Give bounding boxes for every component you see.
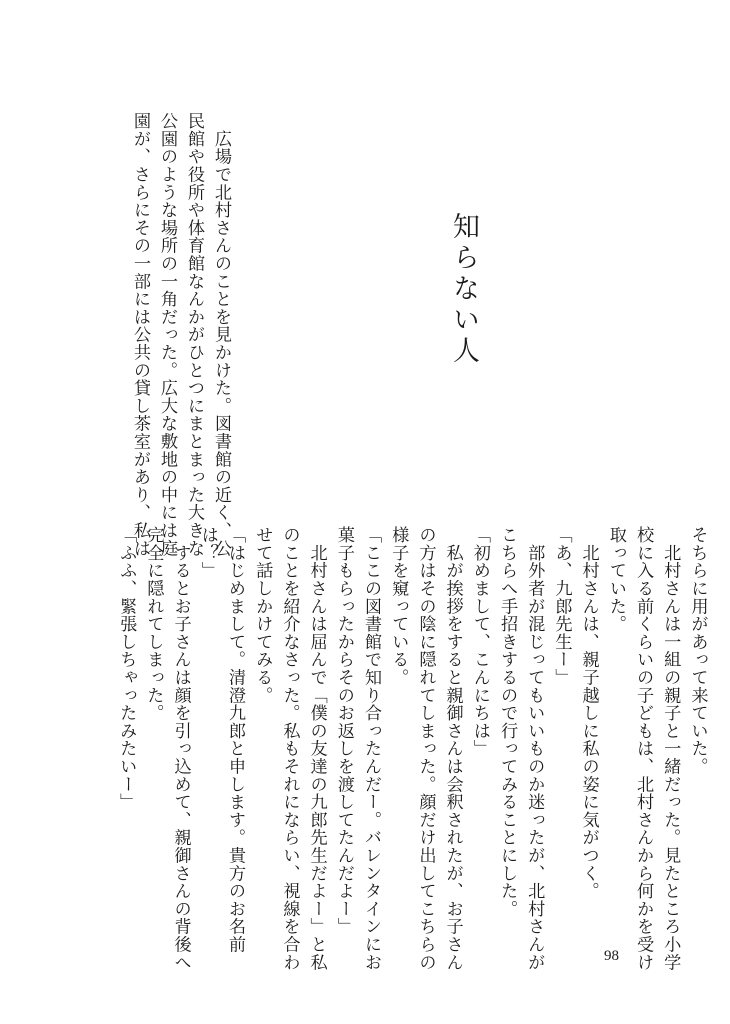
text-line: こちらへ手招きするので行ってみることにした。 bbox=[497, 526, 518, 918]
page-number: 98 bbox=[604, 948, 619, 964]
text-line: 「ふふ、緊張しちゃったみたいー」 bbox=[116, 526, 137, 811]
lower-text-block bbox=[112, 526, 710, 971]
text-line: 北村さんは一組の親子と一緒だった。見たところ小学 bbox=[660, 526, 681, 971]
text-line: 「あ、九郎先生ー」 bbox=[551, 526, 572, 687]
text-line: 公園のような場所の一角だった。広大な敷地の中には庭 bbox=[157, 112, 177, 557]
text-line: の方はその陰に隠れてしまった。顔だけ出してこちらの bbox=[415, 526, 436, 971]
text-line: 「ここの図書館で知り合ったんだー。バレンタインにお bbox=[361, 526, 382, 971]
text-line: そちらに用があって来ていた。 bbox=[687, 526, 708, 776]
chapter-title: 知らない人 bbox=[448, 212, 479, 367]
text-line: 民館や役所や体育館なんかがひとつにまとまった大きな bbox=[184, 112, 204, 557]
text-line: するとお子さんは顔を引っ込めて、親御さんの背後へ bbox=[170, 526, 191, 971]
text-line: 菓子もらったからそのお返しを渡してたんだよー」 bbox=[333, 526, 354, 936]
text-line: 私が挨拶をすると親御さんは会釈されたが、お子さん bbox=[442, 526, 463, 971]
text-line: のことを紹介なさった。私もそれにならい、視線を合わ bbox=[279, 526, 300, 971]
text-line: 様子を窺っている。 bbox=[388, 526, 409, 687]
text-line: 北村さんは屈んで「僕の友達の九郎先生だよー」と私 bbox=[306, 526, 327, 971]
text-line: 取っていた。 bbox=[605, 526, 626, 633]
upper-text-block bbox=[126, 112, 234, 557]
text-line: 「はじめまして。清澄九郎と申します。貴方のお名前 bbox=[225, 526, 246, 954]
text-line: 「初めまして、こんにちは」 bbox=[469, 526, 490, 758]
text-line: せて話しかけてみる。 bbox=[252, 526, 273, 704]
text-line: 校に入る前くらいの子どもは、北村さんから何かを受け bbox=[633, 526, 654, 971]
text-line: 園が、さらにその一部には公共の貸し茶室があり、私は bbox=[130, 112, 150, 557]
text-line: 広場で北村さんのことを見かけた。図書館の近く、公 bbox=[211, 112, 231, 557]
text-line: 完全に隠れてしまった。 bbox=[143, 526, 164, 722]
text-line: 部外者が混じってもいいものか迷ったが、北村さんが bbox=[524, 526, 545, 971]
text-line: は？」 bbox=[197, 526, 218, 580]
text-line: 北村さんは、親子越しに私の姿に気がつく。 bbox=[578, 526, 599, 900]
